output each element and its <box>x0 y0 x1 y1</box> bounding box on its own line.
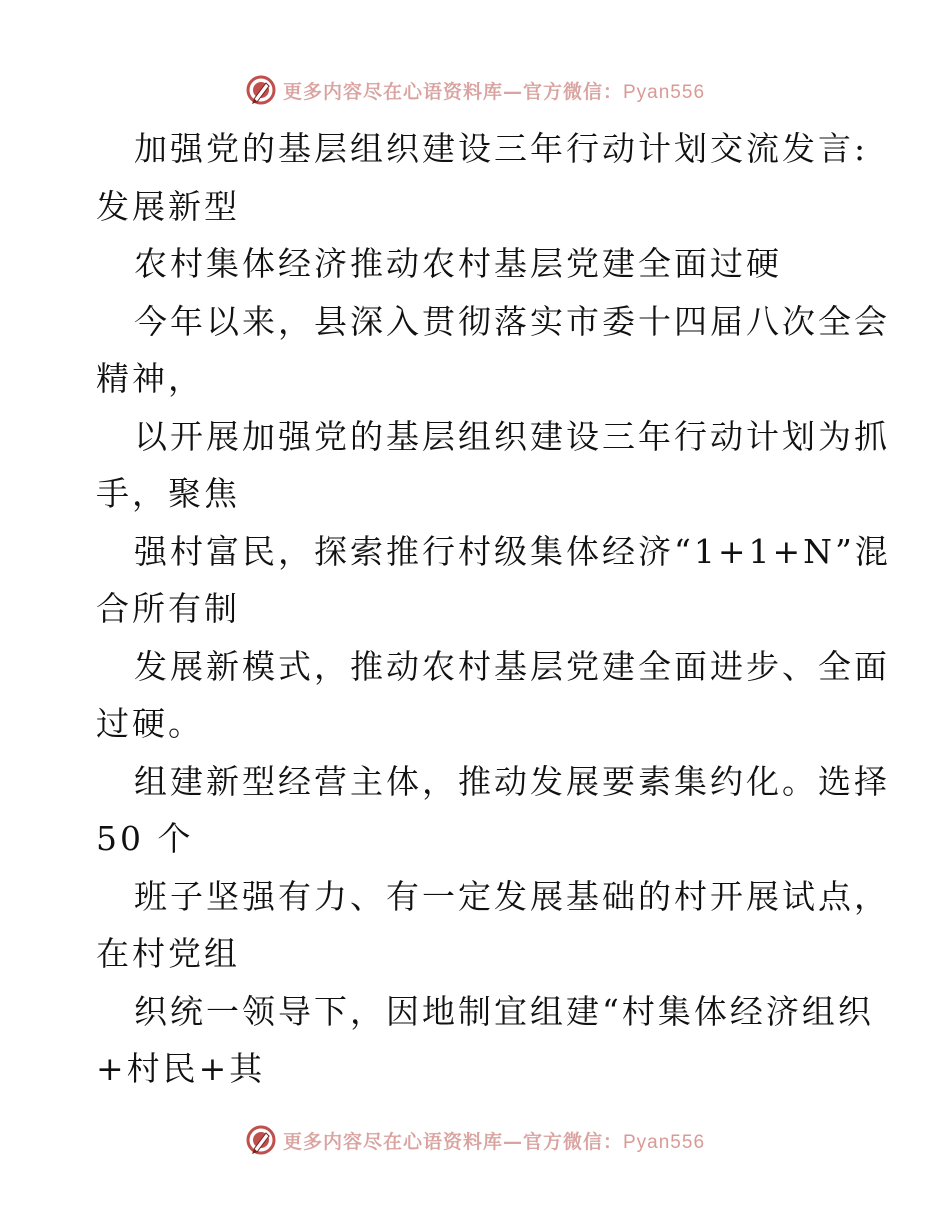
watermark-wechat-id: Pyan556 <box>623 81 706 103</box>
text-line: 手，聚焦 <box>96 474 240 513</box>
text-line: 强村富民，探索推行村级集体经济“1+1+N”混 <box>134 531 891 571</box>
footer-watermark <box>0 1120 950 1160</box>
text-line: 今年以来，县深入贯彻落实市委十四届八次全会 <box>134 301 890 341</box>
watermark-text-cn: 更多内容尽在心语资料库—官方微信： <box>282 80 623 103</box>
text-line: 50 个 <box>96 819 194 858</box>
pen-logo-icon <box>245 74 277 106</box>
text-line: 精神， <box>96 359 204 398</box>
text-line: 以开展加强党的基层组织建设三年行动计划为抓 <box>134 416 890 456</box>
watermark-text-cn: 更多内容尽在心语资料库—官方微信： <box>282 1130 623 1153</box>
watermark-wechat-id: Pyan556 <box>623 1131 706 1153</box>
text-line: 在村党组 <box>96 934 240 973</box>
text-line: 班子坚强有力、有一定发展基础的村开展试点， <box>134 876 890 916</box>
text-line: 织统一领导下，因地制宜组建“村集体经济组织 <box>134 991 874 1031</box>
text-line: 过硬。 <box>96 704 204 743</box>
text-line: 农村集体经济推动农村基层党建全面过硬 <box>134 244 782 283</box>
watermark-text <box>283 1127 705 1154</box>
text-line: 发展新型 <box>96 186 240 226</box>
header-watermark <box>0 70 950 110</box>
watermark-text <box>283 77 705 104</box>
text-line: 合所有制 <box>96 589 240 628</box>
pen-logo-icon <box>245 1124 277 1156</box>
text-line: 加强党的基层组织建设三年行动计划交流发言: <box>134 129 869 168</box>
text-line: 组建新型经营主体，推动发展要素集约化。选择 <box>134 761 890 801</box>
text-line: 发展新模式，推动农村基层党建全面进步、全面 <box>134 646 890 686</box>
text-line: +村民+其 <box>96 1049 266 1088</box>
document-body <box>96 120 891 1098</box>
